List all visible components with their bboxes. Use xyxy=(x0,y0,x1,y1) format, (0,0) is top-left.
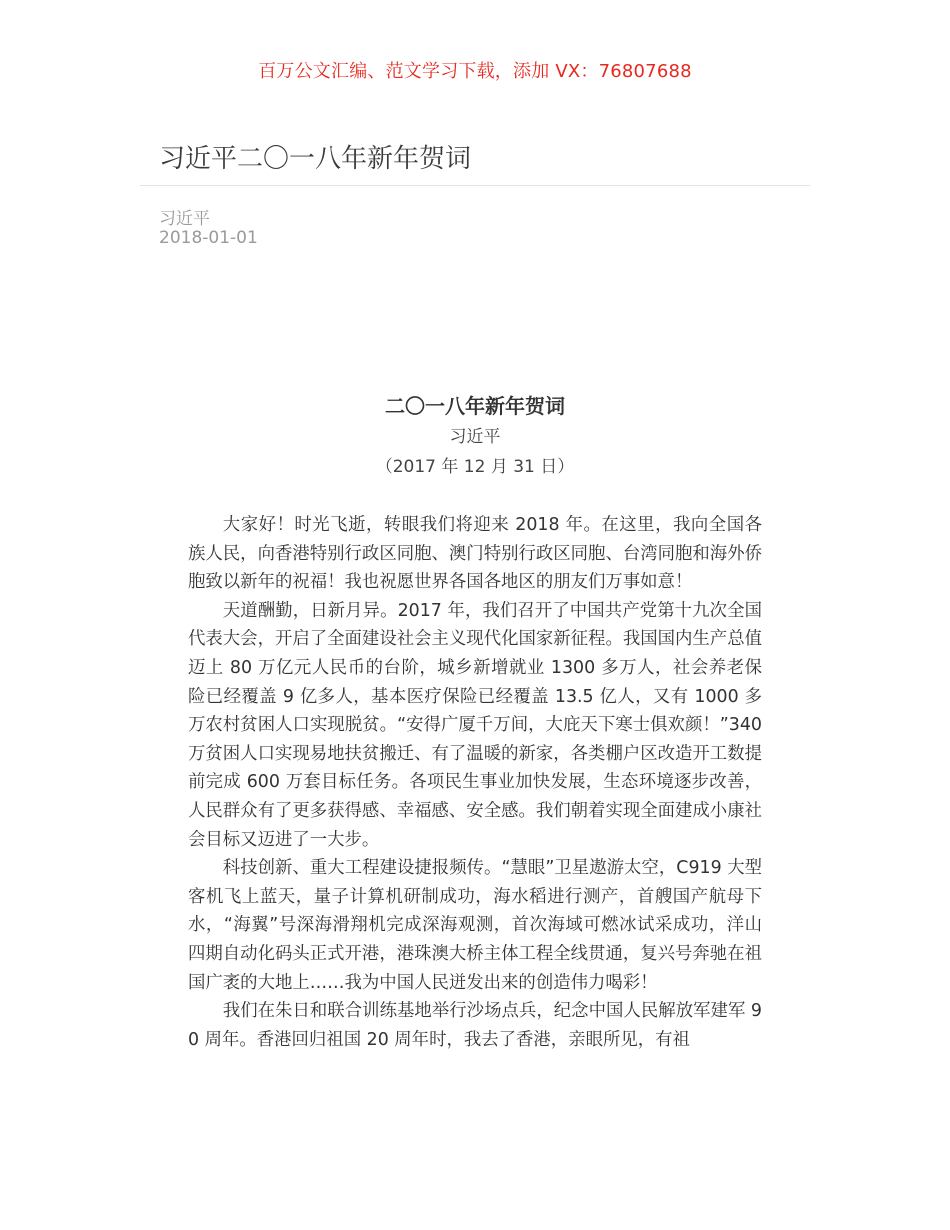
paragraph: 天道酬勤，日新月异。2017 年，我们召开了中国共产党第十九次全国代表大会，开启了全面建设社会主义现代化国家新征程。我国国内生产总值迈上 80 万亿元人民币的台阶，城乡新增就业 1300 多万人，社会养老保险已经覆盖 9 亿多人，基本医疗保险已经覆盖 13.5 亿人，又有 1000 多万农村贫困人口实现脱贫。“安得广厦千万间，大庇天下寒士俱欢颜！”340 万贫困人口实现易地扶贫搬迁、有了温暖的新家，各类棚户区改造开工数提前完成 600 万套目标任务。各项民生事业加快发展，生态环境逐步改善，人民群众有了更多获得感、幸福感、安全感。我们朝着实现全面建成小康社会目标又迈进了一大步。 xyxy=(188,600,762,850)
paragraph: 科技创新、重大工程建设捷报频传。“慧眼”卫星遨游太空，C919 大型客机飞上蓝天，量子计算机研制成功，海水稻进行测产，首艘国产航母下水，“海翼”号深海滑翔机完成深海观测，首次海域可燃冰试采成功，洋山四期自动化码头正式开港，港珠澳大桥主体工程全线贯通，复兴号奔驰在祖国广袤的大地上……我为中国人民迸发出来的创造伟力喝彩！ xyxy=(188,858,762,993)
page-title: 习近平二〇一八年新年贺词 xyxy=(159,144,472,174)
paragraph: 我们在朱日和联合训练基地举行沙场点兵，纪念中国人民解放军建军 90 周年。香港回归祖国 20 周年时，我去了香港，亲眼所见，有祖 xyxy=(188,1001,762,1050)
article-title: 二〇一八年新年贺词 xyxy=(385,394,565,418)
header-date: 2018-01-01 xyxy=(159,228,258,248)
article-author: 习近平 xyxy=(449,427,501,447)
paragraph: 大家好！时光飞逝，转眼我们将迎来 2018 年。在这里，我向全国各族人民，向香港特别行政区同胞、澳门特别行政区同胞、台湾同胞和海外侨胞致以新年的祝福！我也祝愿世界各国各地区的朋友们万事如意！ xyxy=(188,515,762,593)
article-body xyxy=(188,392,762,1054)
promo-banner: 百万公文汇编、范文学习下载，添加 VX：76807688 xyxy=(258,61,692,82)
title-divider xyxy=(140,185,810,186)
header-author: 习近平 xyxy=(159,209,210,229)
article-date: （2017 年 12 月 31 日） xyxy=(375,457,575,477)
